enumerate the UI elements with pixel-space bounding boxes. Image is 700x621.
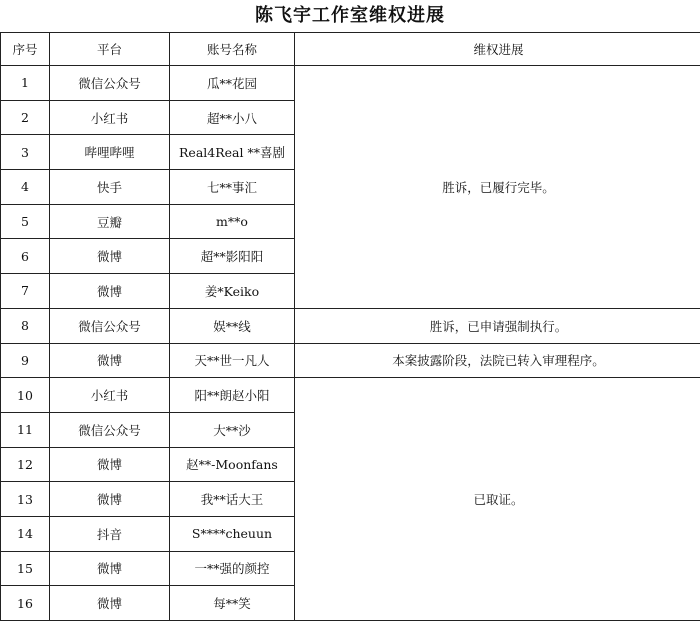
- cell-no: 15: [1, 551, 50, 586]
- cell-account: 阳**朗赵小阳: [170, 378, 295, 413]
- header-no: 序号: [1, 33, 50, 66]
- cell-platform: 微信公众号: [50, 308, 170, 343]
- cell-account: 我**话大王: [170, 482, 295, 517]
- cell-platform: 微信公众号: [50, 66, 170, 101]
- table-header-row: [1, 33, 700, 66]
- cell-progress-group-1: 胜诉，已履行完毕。: [295, 66, 700, 309]
- cell-account: 赵**-Moonfans: [170, 447, 295, 482]
- cell-platform: 哔哩哔哩: [50, 135, 170, 170]
- cell-progress-group-3: 本案披露阶段，法院已转入审理程序。: [295, 343, 700, 378]
- cell-platform: 微博: [50, 239, 170, 274]
- cell-no: 10: [1, 378, 50, 413]
- cell-no: 11: [1, 412, 50, 447]
- cell-no: 16: [1, 586, 50, 621]
- cell-no: 4: [1, 170, 50, 205]
- cell-no: 3: [1, 135, 50, 170]
- table-row: [1, 66, 700, 101]
- cell-account: 一**强的颜控: [170, 551, 295, 586]
- cell-platform: 微博: [50, 482, 170, 517]
- cell-progress-group-4: 已取证。: [295, 378, 700, 621]
- cell-no: 7: [1, 274, 50, 309]
- cell-account: 每**笑: [170, 586, 295, 621]
- cell-account: 超**小八: [170, 100, 295, 135]
- cell-platform: 微博: [50, 551, 170, 586]
- cell-account: 姜*Keiko: [170, 274, 295, 309]
- cell-no: 9: [1, 343, 50, 378]
- cell-platform: 微信公众号: [50, 412, 170, 447]
- cell-no: 1: [1, 66, 50, 101]
- cell-no: 2: [1, 100, 50, 135]
- cell-account: 大**沙: [170, 412, 295, 447]
- cell-no: 14: [1, 516, 50, 551]
- cell-platform: 微博: [50, 586, 170, 621]
- cell-platform: 微博: [50, 343, 170, 378]
- table-row: [1, 378, 700, 413]
- page-title: 陈飞宇工作室维权进展: [0, 0, 700, 32]
- cell-no: 13: [1, 482, 50, 517]
- cell-account: 天**世一凡人: [170, 343, 295, 378]
- cell-account: 超**影阳阳: [170, 239, 295, 274]
- cell-account: S****cheuun: [170, 516, 295, 551]
- rights-progress-table: [0, 32, 700, 621]
- cell-account: 七**事汇: [170, 170, 295, 205]
- header-account: 账号名称: [170, 33, 295, 66]
- table-row: [1, 343, 700, 378]
- header-platform: 平台: [50, 33, 170, 66]
- cell-account: m**o: [170, 204, 295, 239]
- table-row: [1, 308, 700, 343]
- cell-account: 瓜**花园: [170, 66, 295, 101]
- cell-account: Real4Real **喜剧: [170, 135, 295, 170]
- cell-no: 5: [1, 204, 50, 239]
- cell-platform: 豆瓣: [50, 204, 170, 239]
- cell-account: 娱**线: [170, 308, 295, 343]
- cell-no: 6: [1, 239, 50, 274]
- header-progress: 维权进展: [295, 33, 700, 66]
- cell-platform: 小红书: [50, 100, 170, 135]
- cell-platform: 小红书: [50, 378, 170, 413]
- cell-platform: 抖音: [50, 516, 170, 551]
- cell-progress-group-2: 胜诉，已申请强制执行。: [295, 308, 700, 343]
- cell-no: 12: [1, 447, 50, 482]
- cell-no: 8: [1, 308, 50, 343]
- cell-platform: 微博: [50, 447, 170, 482]
- cell-platform: 微博: [50, 274, 170, 309]
- cell-platform: 快手: [50, 170, 170, 205]
